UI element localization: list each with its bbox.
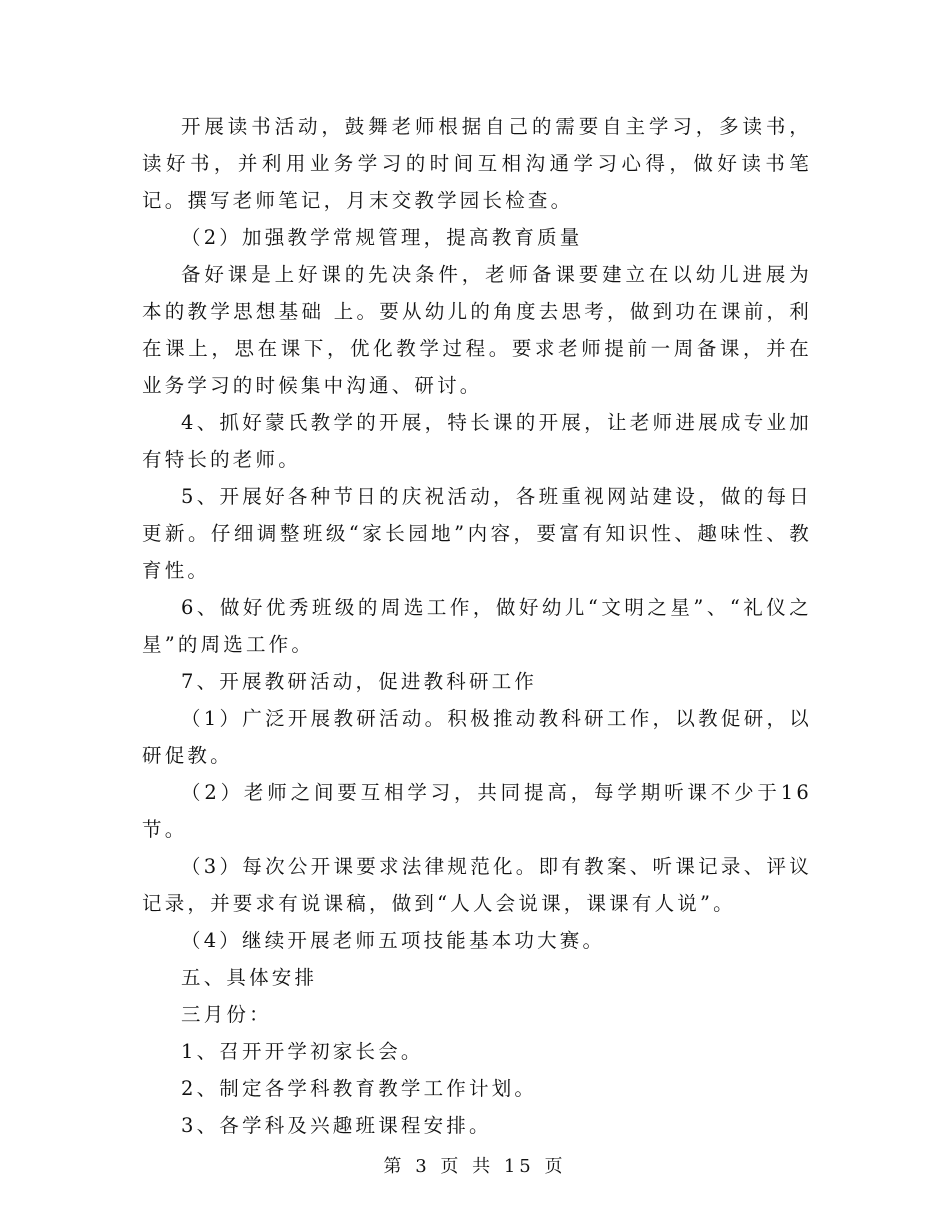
- list-item-course-schedule: 3、各学科及兴趣班课程安排。: [181, 1114, 492, 1137]
- page-footer: 第 3 页 共 15 页: [383, 1156, 567, 1177]
- section-heading-arrangement: 五、具体安排: [181, 966, 318, 989]
- paragraph-reading-activity: 开展读书活动，鼓舞老师根据自己的需要自主学习，多读书，读好书，并利用业务学习的时间互相沟通学习心得，做好读书笔记。撰写老师笔记，月末交教学园长检查。: [142, 115, 812, 212]
- paragraph-festival-activities: 5、开展好各种节日的庆祝活动，各班重视网站建设，做的每日更新。仔细调整班级“家长园地”内容，要富有知识性、趣味性、教育性。: [142, 485, 812, 582]
- paragraph-research-2: （2）老师之间要互相学习，共同提高，每学期听课不少于16节。: [142, 781, 812, 841]
- paragraph-teaching-research-heading: 7、开展教研活动，促进教科研工作: [181, 670, 538, 693]
- month-heading-march: 三月份：: [181, 1003, 272, 1026]
- paragraph-montessori: 4、抓好蒙氏教学的开展，特长课的开展，让老师进展成专业加有特长的老师。: [142, 411, 812, 471]
- paragraph-lesson-preparation: 备好课是上好课的先决条件，老师备课要建立在以幼儿进展为本的教学思想基础 上。要从幼儿的角度去思考，做到功在课前，利在课上，思在课下，优化教学过程。要求老师提前一周备课，并在业务学习的时候集中沟通、研讨。: [142, 263, 812, 397]
- paragraph-teaching-management-heading: （2）加强教学常规管理，提高教育质量: [181, 226, 583, 249]
- list-item-parent-meeting: 1、召开开学初家长会。: [181, 1040, 424, 1063]
- paragraph-weekly-selection: 6、做好优秀班级的周选工作，做好幼儿“文明之星”、“礼仪之星”的周选工作。: [142, 596, 812, 656]
- paragraph-research-1: （1）广泛开展教研活动。积极推动教科研工作，以教促研，以研促教。: [142, 707, 812, 767]
- paragraph-research-4: （4）继续开展老师五项技能基本功大赛。: [181, 929, 606, 952]
- list-item-work-plan: 2、制定各学科教育教学工作计划。: [181, 1077, 538, 1100]
- body-text: [142, 108, 812, 1144]
- paragraph-research-3: （3）每次公开课要求法律规范化。即有教案、听课记录、评议记录，并要求有说课稿，做到“人人会说课，课课有人说”。: [142, 855, 812, 915]
